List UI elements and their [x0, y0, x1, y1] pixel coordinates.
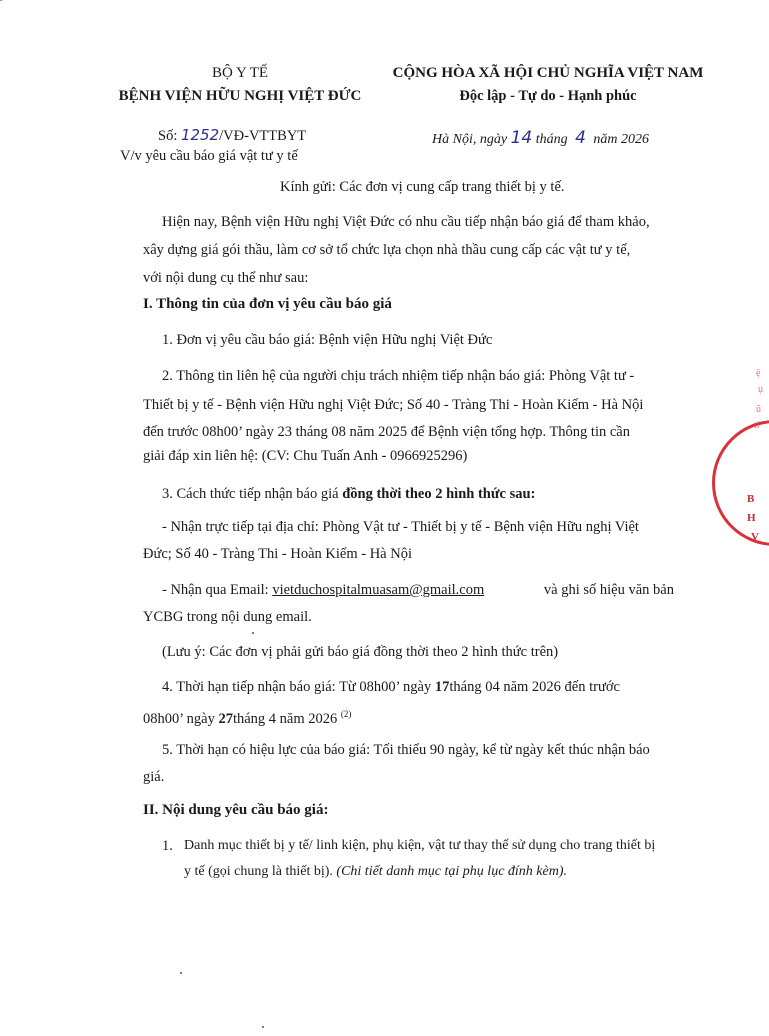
salutation: Kính gửi: Các đơn vị cung cấp trang thiết bị y tế. — [280, 179, 565, 195]
date-year: năm 2026 — [593, 132, 650, 147]
email-link[interactable]: vietduchospitalmuasam@gmail.com — [272, 582, 485, 598]
section-1-item-2-line-4: giải đáp xin liên hệ: (CV: Chu Tuấn Anh - 0966925296) — [143, 448, 468, 464]
item-1-appendix-note: (Chi tiết danh mục tại phụ lục đính kèm). — [336, 864, 567, 879]
date-place: Hà Nội, ngày — [432, 132, 508, 147]
email-submission-line — [162, 580, 674, 600]
hospital-name: BỆNH VIỆN HỮU NGHỊ VIỆT ĐỨC — [118, 88, 362, 104]
republic-title: CỘNG HÒA XÃ HỘI CHỦ NGHĨA VIỆT NAM — [392, 65, 704, 81]
subject-line: V/v yêu cầu báo giá vật tư y tế — [120, 148, 298, 164]
intro-line-2: xây dựng giá gói thầu, làm cơ sở tổ chức lựa chọn nhà thầu cung cấp các vật tư y tế, — [143, 242, 631, 258]
item-3-lead-bold: đồng thời theo 2 hình thức sau: — [342, 486, 536, 502]
stamp-letter-b: B — [747, 493, 755, 505]
stamp-edge-fragment: ệ — [756, 368, 761, 379]
scan-dot — [180, 972, 182, 974]
section-1-heading: I. Thông tin của đơn vị yêu cầu báo giá — [143, 296, 392, 312]
section-2-item-1-line-1: Danh mục thiết bị y tế/ linh kiện, phụ kiện, vật tư thay thế sử dụng cho trang thiết bị — [184, 838, 656, 853]
intro-line-3: với nội dung cụ thể như sau: — [143, 270, 309, 286]
stamp-letter-v: V — [751, 531, 759, 543]
section-1-item-2-line-3: đến trước 08h00’ ngày 23 tháng 08 năm 2025 để Bệnh viện tổng hợp. Thông tin cần — [143, 424, 630, 440]
document-number — [158, 126, 306, 145]
email-submission-line-2: YCBG trong nội dung email. — [143, 609, 312, 625]
date-day: 14 — [510, 128, 533, 148]
section-2-item-1-number: 1. — [162, 838, 173, 854]
scan-dot — [252, 632, 254, 634]
section-2-item-1-line-2 — [184, 862, 567, 882]
doc-number-prefix: Số: — [158, 128, 178, 144]
section-1-item-4-line-1 — [162, 677, 620, 697]
scan-scratch — [0, 0, 41, 10]
ministry-name: BỘ Y TẾ — [211, 65, 269, 81]
stamp-edge-fragment: ụ — [758, 384, 763, 395]
section-1-item-5-line-1: 5. Thời hạn có hiệu lực của báo giá: Tối thiểu 90 ngày, kể từ ngày kết thúc nhận báo — [162, 742, 650, 758]
item-4-footnote: (2) — [340, 709, 352, 719]
doc-number-suffix: /VĐ-VTTBYT — [219, 128, 307, 144]
date-line — [432, 128, 649, 148]
item-4-end-day: 27 — [218, 710, 233, 727]
item-1-line-2-text: y tế (gọi chung là thiết bị). — [184, 864, 333, 879]
section-1-item-3 — [162, 484, 535, 504]
doc-number-handwritten: 1252 — [180, 126, 220, 144]
direct-submission-line-2: Đức; Số 40 - Tràng Thi - Hoàn Kiếm - Hà Nội — [143, 546, 412, 562]
item-3-lead: 3. Cách thức tiếp nhận báo giá — [162, 486, 339, 502]
national-motto: Độc lập - Tự do - Hạnh phúc — [459, 88, 637, 104]
item-4-line-2-prefix: 08h00’ ngày — [143, 710, 215, 727]
submission-note: (Lưu ý: Các đơn vị phải gửi báo giá đồng thời theo 2 hình thức trên) — [162, 644, 559, 660]
item-4-mid: tháng 04 năm 2026 đến trước — [449, 679, 620, 695]
email-prefix: - Nhận qua Email: — [162, 582, 269, 598]
section-1-item-5-line-2: giá. — [143, 769, 165, 785]
date-month-label: tháng — [535, 132, 568, 147]
section-1-item-2-line-1: 2. Thông tin liên hệ của người chịu trách nhiệm tiếp nhận báo giá: Phòng Vật tư - — [162, 368, 635, 384]
item-4-prefix: 4. Thời hạn tiếp nhận báo giá: Từ 08h00’ ngày — [162, 679, 432, 695]
intro-line-1: Hiện nay, Bệnh viện Hữu nghị Việt Đức có nhu cầu tiếp nhận báo giá để tham khảo, — [162, 214, 650, 230]
scan-dot — [262, 1026, 264, 1028]
official-stamp — [712, 420, 769, 546]
date-month: 4 — [575, 128, 586, 148]
section-1-item-1: 1. Đơn vị yêu cầu báo giá: Bệnh viện Hữu nghị Việt Đức — [162, 332, 493, 348]
direct-submission-line-1: - Nhận trực tiếp tại địa chỉ: Phòng Vật tư - Thiết bị y tế - Bệnh viện Hữu nghị Việt — [162, 519, 639, 535]
section-2-heading: II. Nội dung yêu cầu báo giá: — [143, 802, 329, 818]
stamp-edge-fragment: ũ — [756, 404, 761, 415]
stamp-edge-fragment: ti — [754, 420, 760, 431]
section-1-item-2-line-2: Thiết bị y tế - Bệnh viện Hữu nghị Việt Đức; Số 40 - Tràng Thi - Hoàn Kiếm - Hà Nội — [143, 397, 644, 413]
email-suffix: và ghi số hiệu văn bản — [543, 582, 674, 598]
item-4-start-day: 17 — [434, 679, 450, 695]
item-4-line-2-suffix: tháng 4 năm 2026 — [232, 710, 338, 727]
section-1-item-4-line-2 — [143, 704, 351, 729]
stamp-letter-h: H — [747, 512, 756, 524]
